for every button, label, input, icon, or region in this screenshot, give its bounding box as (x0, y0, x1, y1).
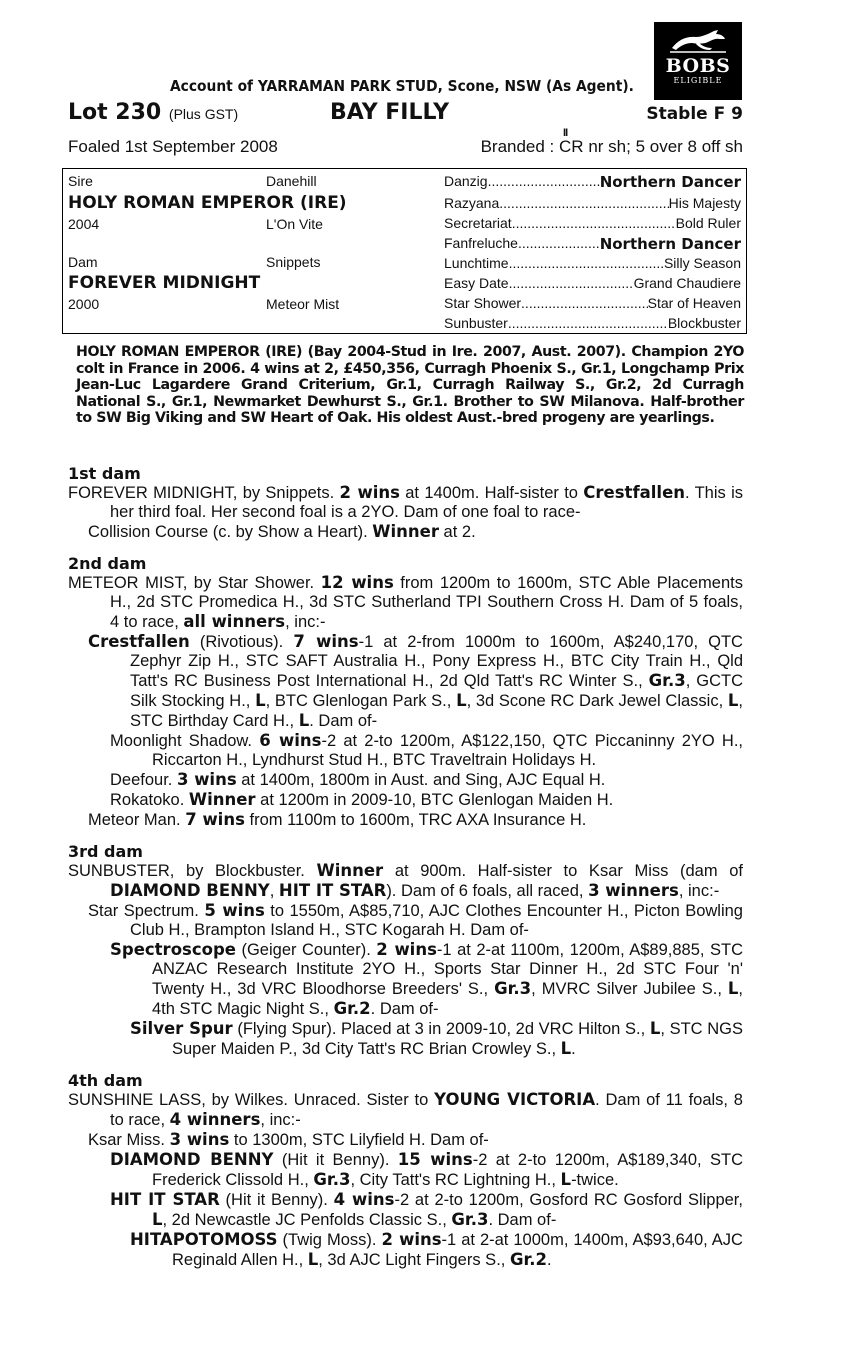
entry-text: , 3d Scone RC Dark Jewel Classic, (466, 692, 728, 710)
section-heading: 1st dam (68, 464, 141, 483)
horse-logo-icon (668, 28, 728, 54)
bold-text: all winners (183, 612, 286, 631)
gen3-sire: Lunchtime (444, 255, 509, 271)
bold-text: L (560, 1039, 572, 1058)
entry-text: -2 at 2-to 1200m, A$189,340, STC Frederick Clissold H., (152, 1151, 743, 1189)
pedigree-gen3-row (444, 195, 741, 211)
pedigree-entry (68, 810, 743, 830)
dot-leader (509, 275, 634, 291)
female-family (68, 464, 743, 1270)
pedigree-entry (68, 1019, 743, 1059)
dot-leader (521, 295, 648, 311)
pedigree-entry (68, 632, 743, 731)
logo-text-bobs: BOBS (665, 55, 731, 77)
pedigree-entry (68, 483, 743, 522)
entry-text: Collision Course (c. by Show a Heart). (88, 523, 373, 541)
entry-text: (Flying Spur). Placed at 3 in 2009-10, 2d VRC Hilton S., (232, 1020, 650, 1038)
bold-text: 2 wins (339, 483, 400, 502)
gen3-sire: Star Shower (444, 295, 522, 311)
entry-text: , 2d Newcastle JC Penfolds Classic S., (162, 1211, 452, 1229)
bold-text: 3 winners (588, 881, 679, 900)
entry-text: METEOR MIST, by Star Shower. (68, 574, 321, 592)
entry-text: Deefour. (110, 771, 177, 789)
stable-number: Stable F 9 (646, 104, 743, 124)
sire-summary: HOLY ROMAN EMPEROR (IRE) (Bay 2004-Stud in Ire. 2007, Aust. 2007). Champion 2YO colt in France in 2006. 4 wins at 2, £450,356, Curragh Phoenix S., Gr.1, Longchamp Prix Jean-Luc Lagardere Grand Criterium, Gr.1, Curragh Railway S., Gr.2, 2d Curragh National S., Gr.1, Newmarket Dewhurst S., Gr.1. Brother to SW Milanova. Half-brother to SW Big Viking and SW Heart of Oak. His oldest Aust.-bred progeny are yearlings. (76, 344, 744, 426)
bold-text: Crestfallen (88, 632, 190, 651)
sire-year: 2004 (68, 216, 100, 232)
bold-text: Winner (316, 861, 384, 880)
gen3-dam-sire: Silly Season (663, 255, 741, 271)
bold-text: 4 wins (333, 1190, 395, 1209)
gen3-sire: Razyana (444, 195, 500, 211)
bold-text: Winner (188, 790, 256, 809)
foaled-date: Foaled 1st September 2008 (68, 137, 278, 156)
entry-text: , inc:- (260, 1111, 301, 1129)
dot-leader (508, 315, 668, 331)
bold-text: L (255, 691, 266, 710)
entry-text: , STC Birthday Card H., (130, 692, 743, 730)
bold-text: L (298, 711, 310, 730)
pedigree-gen3-row (444, 295, 741, 311)
dot-leader (488, 173, 600, 191)
entry-text: Moonlight Shadow. (110, 732, 260, 750)
gen3-dam-sire: Northern Dancer (599, 235, 741, 253)
entry-text: , City Tatt's RC Lightning H., (350, 1171, 561, 1189)
bold-text: Silver Spur (130, 1019, 233, 1038)
bold-text: Crestfallen (583, 483, 686, 502)
bold-text: DIAMOND BENNY (110, 1150, 274, 1169)
pedigree-gen3-row (444, 235, 741, 253)
bold-text: L (152, 1210, 163, 1229)
entry-text: (Hit it Benny). (273, 1151, 398, 1169)
bold-text: L (727, 691, 739, 710)
entry-text: -1 at 2-at 1100m, 1200m, A$89,885, STC ANZAC Research Institute 2YO H., Sports Star Dinner H., 2d STC Four 'n' Twenty H., 3d VRC Bloodhorse Breeders' S., (152, 941, 743, 998)
bold-text: YOUNG VICTORIA (434, 1090, 596, 1109)
bold-text: 15 wins (397, 1150, 473, 1169)
bold-text: 3 wins (169, 1130, 230, 1149)
entry-text: at 2. (438, 523, 476, 541)
bold-text: 7 wins (185, 810, 245, 829)
bold-text: Winner (372, 522, 439, 541)
pedigree-table (62, 168, 747, 334)
dam-year: 2000 (68, 296, 100, 312)
pedigree-entry (68, 940, 743, 1019)
horse-description: BAY FILLY (330, 100, 450, 125)
dot-leader (509, 255, 664, 271)
entry-text: . (571, 1040, 576, 1058)
entry-text: to 1550m, A$85,710, AJC Clothes Encounter H., Picton Bowling Club H., Brampton Island H., STC Kogarah H. Dam of- (130, 902, 743, 939)
entry-text: at 1400m, 1800m in Aust. and Sing, AJC Equal H. (236, 771, 606, 789)
entry-text: , 4th STC Magic Night S., (152, 980, 743, 1018)
entry-text: from 1100m to 1600m, TRC AXA Insurance H. (244, 811, 587, 829)
entry-text: at 900m. Half-sister to Ksar Miss (dam of (383, 862, 743, 880)
entry-text: . (547, 1251, 552, 1269)
entry-text: . Dam of- (370, 1000, 439, 1018)
pedigree-entry (68, 770, 743, 790)
bold-text: HITAPOTOMOSS (130, 1230, 278, 1249)
entry-text: (Twig Moss). (277, 1231, 382, 1249)
sire-name: HOLY ROMAN EMPEROR (IRE) (68, 193, 347, 213)
entry-text: FOREVER MIDNIGHT, by Snippets. (68, 484, 340, 502)
section-heading: 2nd dam (68, 554, 147, 573)
entry-text: , STC NGS Super Maiden P., 3d City Tatt's RC Brian Crowley S., (172, 1020, 743, 1058)
dot-leader (512, 215, 676, 231)
bold-text: 7 wins (293, 632, 359, 651)
gen3-dam-sire: Grand Chaudiere (633, 275, 741, 291)
sire-label: Sire (68, 173, 93, 189)
pedigree-gen3-row (444, 255, 741, 271)
pedigree-entry (68, 790, 743, 810)
bold-text: Gr.2 (333, 999, 371, 1018)
bold-text: Gr.3 (648, 671, 686, 690)
entry-text: SUNSHINE LASS, by Wilkes. Unraced. Sister to (68, 1091, 435, 1109)
brand-mark: II CR (559, 127, 584, 156)
pedigree-gen3-row (444, 275, 741, 291)
bold-text: L (456, 691, 467, 710)
gen3-dam-sire: Bold Ruler (675, 215, 741, 231)
logo-text-eligible: ELIGIBLE (673, 76, 723, 85)
gen3-sire: Secretariat (444, 215, 512, 231)
bold-text: 4 winners (169, 1110, 261, 1129)
section-heading: 4th dam (68, 1071, 143, 1090)
bold-text: 2 wins (376, 940, 437, 959)
pedigree-entry (68, 901, 743, 940)
entry-text: at 1400m. Half-sister to (399, 484, 584, 502)
entry-text: from 1200m to 1600m, STC Able Placements H., 2d STC Promedica H., 3d STC Sutherland TPI Southern Cross H. Dam of 5 foals, 4 to race, (110, 574, 743, 631)
entry-text: , inc:- (678, 882, 720, 900)
bold-text: HIT IT STAR (110, 1190, 220, 1209)
pedigree-entry (68, 1190, 743, 1230)
pedigree-entry (68, 522, 743, 542)
entry-text: , inc:- (285, 613, 326, 631)
gen3-dam-sire: Star of Heaven (647, 295, 741, 311)
bold-text: 5 wins (204, 901, 265, 920)
entry-text: , MVRC Silver Jubilee S., (531, 980, 728, 998)
dot-leader (499, 195, 668, 211)
gen3-sire: Fanfreluche (444, 235, 518, 251)
lot-number: Lot 230 (Plus GST) (68, 100, 239, 125)
pedigree-entry (68, 731, 743, 770)
pedigree-gen3-row (444, 173, 741, 191)
entry-text: Star Spectrum. (88, 902, 205, 920)
pedigree-gen3-row (444, 315, 741, 331)
sire-dam: L'On Vite (266, 216, 323, 232)
bold-text: L (649, 1019, 661, 1038)
pedigree-entry (68, 1090, 743, 1130)
gen3-dam-sire: His Majesty (668, 195, 741, 211)
entry-text: -2 at 2-to 1200m, A$122,150, QTC Piccaninny 2YO H., Riccarton H., Lyndhurst Stud H., BTC Traveltrain Holidays H. (152, 732, 743, 769)
gen3-dam-sire: Northern Dancer (599, 173, 741, 191)
bold-text: Gr.3 (313, 1170, 351, 1189)
bold-text: 2 wins (381, 1230, 442, 1249)
pedigree-gen3-row (444, 215, 741, 231)
entry-text: . Dam of- (488, 1211, 557, 1229)
bold-text: Gr.3 (494, 979, 532, 998)
pedigree-entry (68, 1150, 743, 1190)
dam-dam: Meteor Mist (266, 296, 340, 312)
entry-text: to 1300m, STC Lilyfield H. Dam of- (229, 1131, 489, 1149)
entry-text: . This is her third foal. Her second foal is a 2YO. Dam of one foal to race- (110, 484, 743, 521)
pedigree-entry (68, 861, 743, 901)
gen3-dam-sire: Blockbuster (667, 315, 741, 331)
gen3-sire: Easy Date (444, 275, 509, 291)
dam-name: FOREVER MIDNIGHT (68, 273, 261, 293)
entry-text: -1 at 2-from 1000m to 1600m, A$240,170, QTC Zephyr Zip H., STC SAFT Australia H., Pony Express H., BTC City Train H., Qld Tatt's RC Business Post International H., 2d Qld Tatt's RC Winter S., (130, 633, 743, 690)
entry-text: . Dam of 11 foals, 8 to race, (110, 1091, 743, 1129)
entry-text: , GCTC Silk Stocking H., (130, 672, 743, 710)
entry-text: -1 at 2-at 1000m, 1400m, A$93,640, AJC Reginald Allen H., (172, 1231, 743, 1269)
lot-header (68, 100, 743, 128)
bold-text: Spectroscope (110, 940, 236, 959)
entry-text: -twice. (571, 1171, 619, 1189)
entry-text: Rokatoko. (110, 791, 189, 809)
entry-text: , 3d AJC Light Fingers S., (318, 1251, 510, 1269)
bold-text: L (307, 1250, 319, 1269)
sire-sire: Danehill (266, 173, 317, 189)
bold-text: 3 wins (176, 770, 237, 789)
entry-text: at 1200m in 2009-10, BTC Glenlogan Maiden H. (255, 791, 614, 809)
entry-text: . Dam of- (309, 712, 378, 730)
bold-text: L (727, 979, 739, 998)
entry-text: Ksar Miss. (88, 1131, 170, 1149)
bold-text: L (560, 1170, 572, 1189)
entry-text: Meteor Man. (88, 811, 186, 829)
bobs-eligible-logo (654, 22, 742, 100)
pedigree-entry (68, 573, 743, 632)
entry-text: -2 at 2-to 1200m, Gosford RC Gosford Slipper, (394, 1191, 743, 1209)
bold-text: DIAMOND BENNY (110, 881, 270, 900)
pedigree-entry (68, 1230, 743, 1270)
gen3-sire: Danzig (444, 173, 488, 189)
entry-text: (Rivotious). (189, 633, 294, 651)
entry-text: , (269, 882, 279, 900)
section-heading: 3rd dam (68, 842, 143, 861)
bold-text: 12 wins (320, 573, 394, 592)
entry-text: , BTC Glenlogan Park S., (265, 692, 457, 710)
vendor-account: Account of YARRAMAN PARK STUD, Scone, NSW (As Agent). (170, 77, 634, 95)
dam-sire: Snippets (266, 254, 321, 270)
entry-text: ). Dam of 6 foals, all raced, (386, 882, 589, 900)
entry-text: SUNBUSTER, by Blockbuster. (68, 862, 317, 880)
entry-text: (Geiger Counter). (235, 941, 377, 959)
bold-text: Gr.2 (509, 1250, 548, 1269)
gen3-sire: Sunbuster (444, 315, 508, 331)
brand-info: Branded : II CR nr sh; 5 over 8 off sh (480, 127, 743, 156)
entry-text: (Hit it Benny). (219, 1191, 334, 1209)
bold-text: 6 wins (259, 731, 322, 750)
dot-leader (518, 235, 600, 253)
bold-text: Gr.3 (451, 1210, 489, 1229)
dam-label: Dam (68, 254, 98, 270)
pedigree-entry (68, 1130, 743, 1150)
bold-text: HIT IT STAR (278, 881, 387, 900)
gst-note: (Plus GST) (168, 106, 239, 122)
